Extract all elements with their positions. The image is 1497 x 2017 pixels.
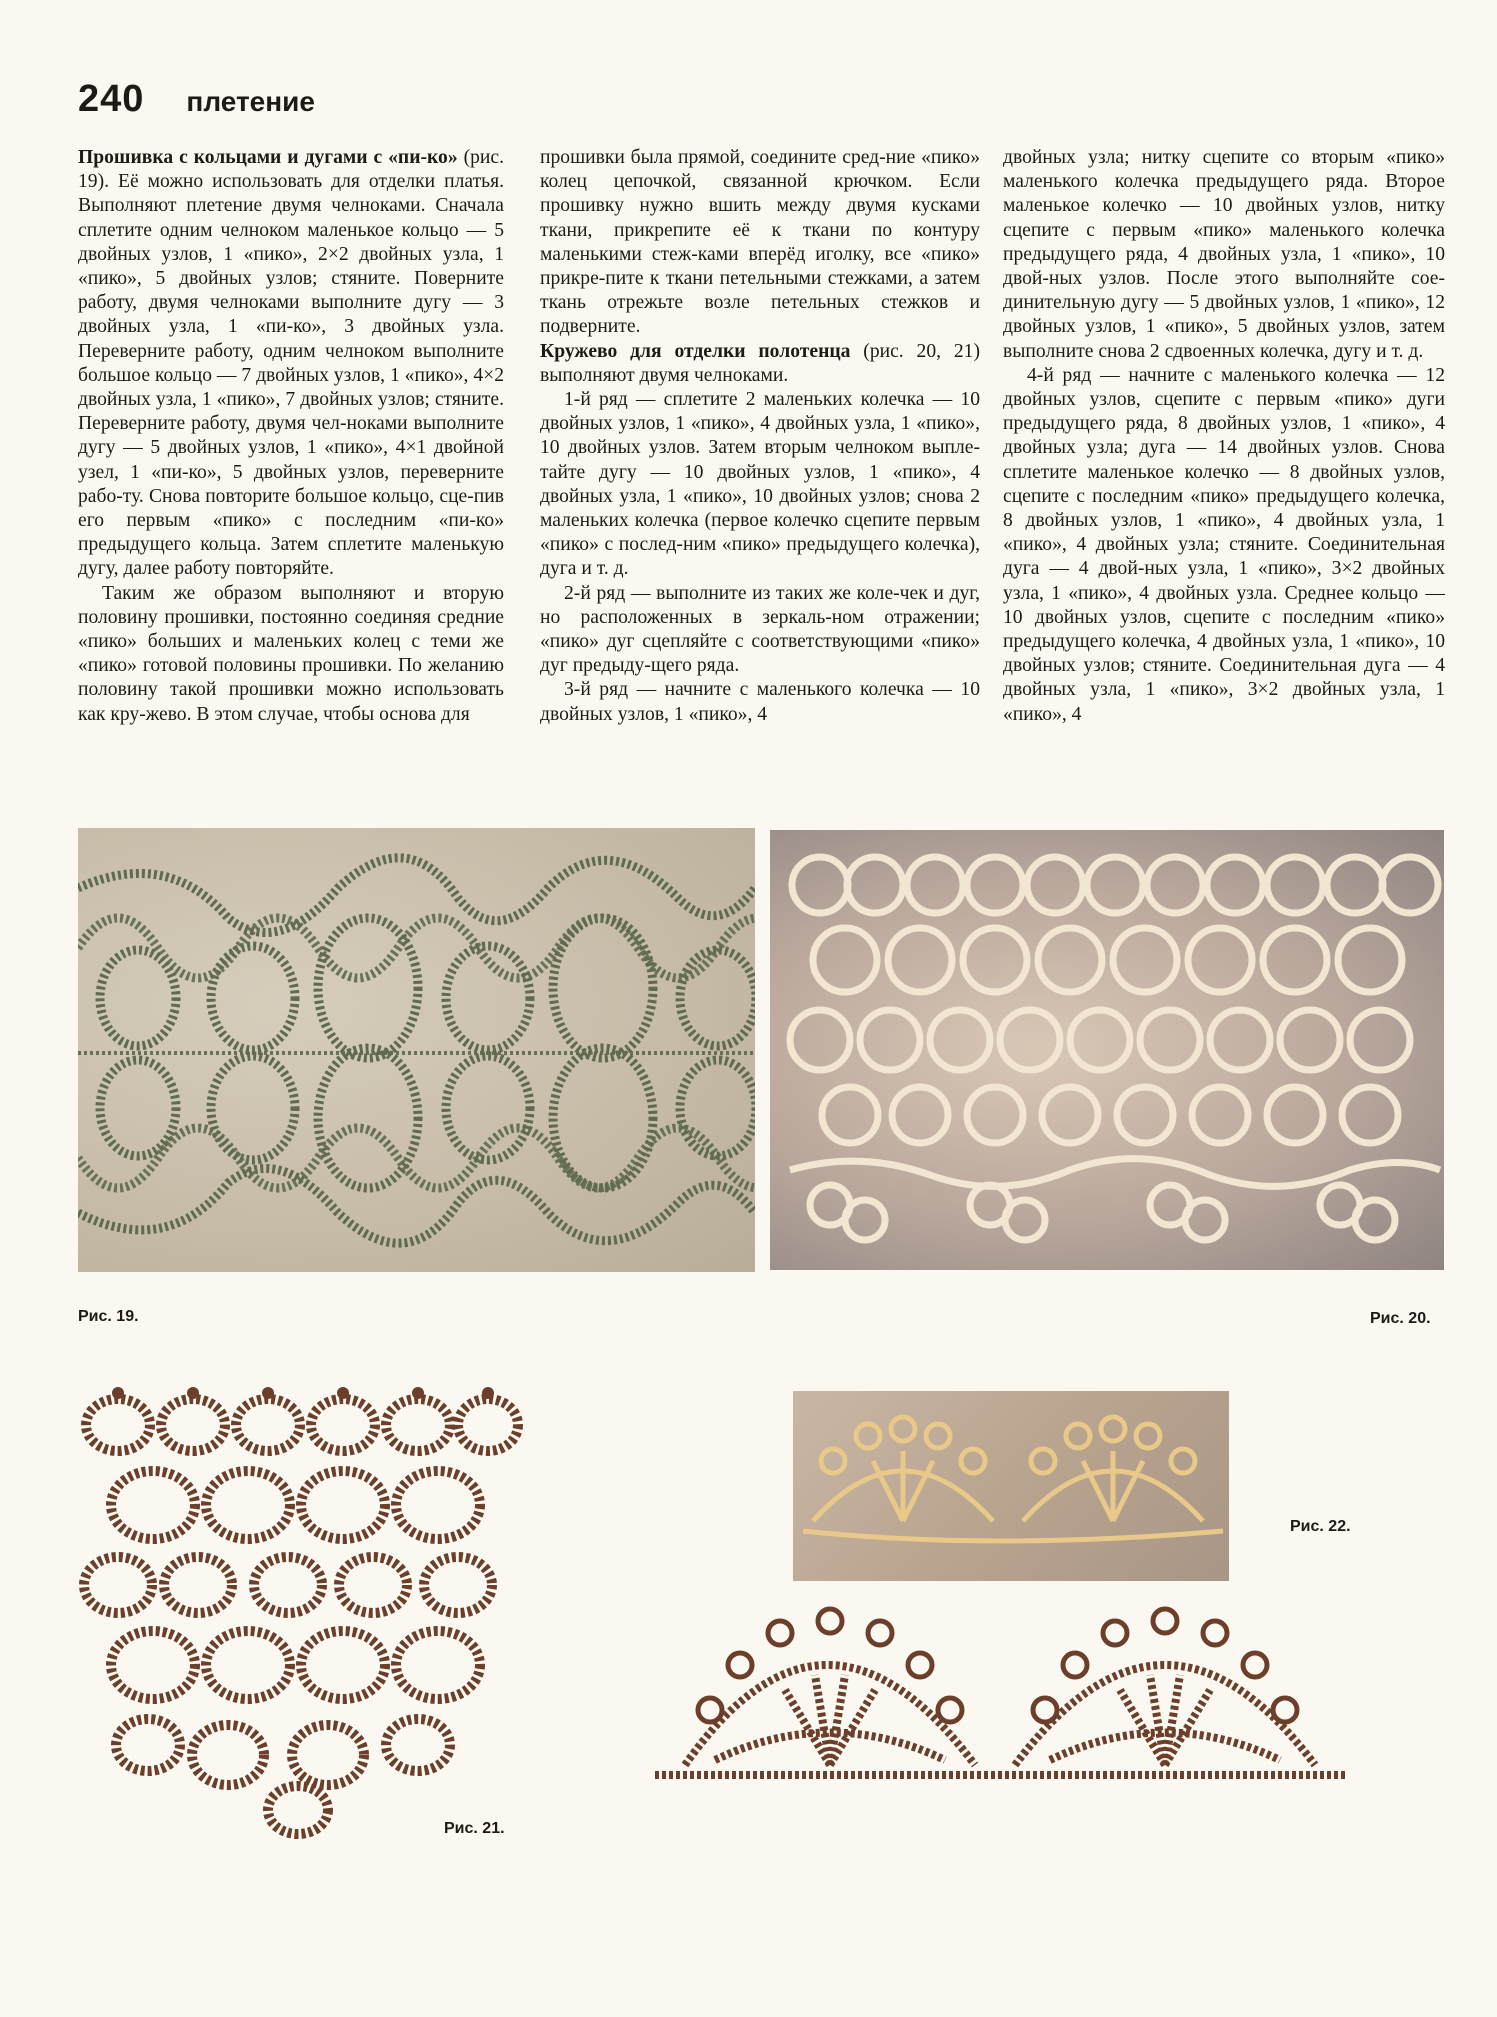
paragraph [540,582,980,679]
figure-22-photo [793,1391,1229,1581]
text-column-2 [540,146,980,727]
towel-lace-illustration [770,830,1444,1270]
section-title: плетение [186,86,315,117]
text-column-1 [78,146,504,727]
figure-20-photo [770,830,1444,1270]
lace-band-illustration [78,828,755,1272]
paragraph [1003,364,1445,727]
yellow-lace-illustration [793,1391,1229,1581]
paragraph-heading: Кружево для отделки полотенца [540,340,851,362]
figure-21-caption: Рис. 21. [444,1820,505,1837]
paragraph-text: двойных узла; нитку сцепите со вторым «пико» маленького колечка предыдущего ряда. Второе маленькое колечко — 10 двойных узлов, нитку сцепите с первым «пико» маленького колечка предыдущего ряда, 4 двойных узла, 1 «пико», 10 двой-ных узлов. После этого выполняйте сое-динительную дугу — 5 двойных узлов, 1 «пико», 12 двойных узлов, 1 «пико», 5 двойных узлов, затем выполните снова 2 сдвоенных колечка, дугу и т. д. [1003,147,1445,362]
fan-edging-diagram [655,1595,1345,1785]
paragraph-text: 2-й ряд — выполните из таких же коле-чек и дуг, но расположенных в зеркаль-ном отражении; «пико» дуг сцепляйте с соответствующими «пико» дуг предыду-щего ряда. [540,582,980,677]
figure-19-photo [78,828,755,1272]
paragraph [78,582,504,727]
paragraph [78,146,504,582]
figure-22-diagram [655,1595,1345,1785]
paragraph [1003,146,1445,364]
paragraph [540,146,980,340]
paragraph-text: 4-й ряд — начните с маленького колечка — 12 двойных узлов, сцепите с первым «пико» дуги предыдущего ряда, 8 двойных узлов, 1 «пико», 4 двойных узла; дуга — 14 двойных узлов. Снова сплетите маленькое колечко — 8 двойных узлов, сцепите с последним «пико» предыдущего колечка, 8 двойных узлов, 1 «пико», 4 двойных узла, 1 «пико», 4 двойных узла; стяните. Соединительная дуга — 4 двой-ных узла, 1 «пико», 3×2 двойных узла, 1 «пико», 4 двойных узла. Среднее кольцо — 10 двойных узлов, сцепите с последним «пико» предыдущего колечка, 4 двойных узла, 1 «пико», 10 двойных узлов; стяните. Соединительная дуга — 4 двойных узла, 1 «пико», 3×2 двойных узла, 1 «пико», 4 [1003,364,1445,725]
paragraph [540,340,980,388]
figure-22-caption: Рис. 22. [1290,1518,1351,1535]
text-column-3 [1003,146,1445,727]
paragraph-heading: Прошивка с кольцами и дугами с «пи-ко» [78,147,458,168]
paragraph [540,388,980,582]
paragraph-text: прошивки была прямой, соедините сред-ние «пико» колец цепочкой, связанной крючком. Если прошивку нужно вшить между двумя кусками ткани, прикрепите её к ткани по контуру маленькими стеж-ками вперёд иголку, все «пико» прикре-пите к ткани петельными стежками, а затем ткань отрежьте возле петельных стежков и подверните. [540,147,980,338]
figure-19-caption: Рис. 19. [78,1308,139,1325]
figure-21-diagram [78,1385,538,1855]
figure-20-caption: Рис. 20. [1370,1310,1431,1327]
paragraph [540,678,980,726]
ring-chain-diagram [78,1385,538,1855]
paragraph-text: (рис. 20, 21) выполняют двумя челноками. [540,340,980,386]
paragraph-text: 1-й ряд — сплетите 2 маленьких колечка — 10 двойных узлов, 1 «пико», 4 двойных узла, 1 «пико», 10 двойных узлов. Затем вторым челноком выпле-тайте дугу — 10 двойных узлов, 1 «пико», 4 двойных узла, 1 «пико», 10 двойных узлов; снова 2 маленьких колечка (первое колечко сцепите первым «пико» с послед-ним «пико» предыдущего колечка), дуга и т. д. [540,389,980,580]
paragraph-text: Таким же образом выполняют и вторую половину прошивки, постоянно соединяя средние «пико» больших и маленьких колец с теми же «пико» готовой половины прошивки. По желанию половину такой прошивки можно использовать как кру-жево. В этом случае, чтобы основа для [78,582,504,725]
page-header [78,78,315,121]
page-number: 240 [78,78,145,120]
paragraph-text: (рис. 19). Её можно использовать для отделки платья. Выполняют плетение двумя челноками. Сначала сплетите одним челноком маленькое кольцо — 5 двойных узлов, 1 «пико», 2×2 двойных узла, 1 «пико», 5 двойных узлов; стяните. Поверните работу, двумя челноками выполните дугу — 3 двойных узла, 1 «пи-ко», 3 двойных узла. Переверните работу, одним челноком выполните большое кольцо — 7 двойных узлов, 1 «пико», 4×2 двойных узла, 1 «пико», 7 двойных узлов; стяните. Переверните работу, двумя чел-ноками выполните дугу — 5 двойных узлов, 1 «пико», 4×1 двойной узел, 1 «пи-ко», 5 двойных узлов, переверните рабо-ту. Снова повторите большое кольцо, сце-пив его первым «пико» с последним «пи-ко» предыдущего кольца. Затем сплетите маленькую дугу, далее работу повторяйте. [78,147,504,580]
paragraph-text: 3-й ряд — начните с маленького колечка — 10 двойных узлов, 1 «пико», 4 [540,679,980,725]
